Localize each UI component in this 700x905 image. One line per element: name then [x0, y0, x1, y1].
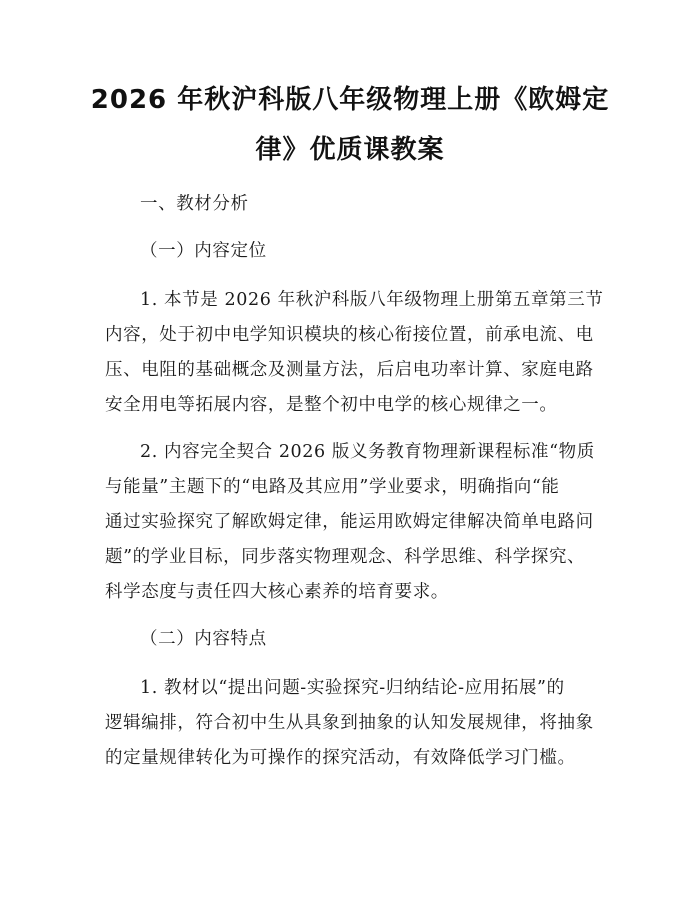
paragraph-line: 1. 教材以“提出问题-实验探究-归纳结论-应用拓展”的 — [140, 678, 565, 698]
paragraph-line: 通过实验探究了解欧姆定律，能运用欧姆定律解决简单电路问 — [105, 512, 594, 532]
paragraph-line: 的定量规律转化为可操作的探究活动，有效降低学习门槛。 — [105, 748, 576, 768]
document-title-line-2: 律》优质课教案 — [255, 135, 445, 165]
paragraph-line: 与能量”主题下的“电路及其应用”学业要求，明确指向“能 — [105, 477, 560, 497]
subsection-heading-content-features: （二）内容特点 — [140, 629, 267, 649]
document-title-line-1: 2026 年秋沪科版八年级物理上册《欧姆定 — [90, 85, 610, 115]
paragraph-line: 1. 本节是 2026 年秋沪科版八年级物理上册第五章第三节 — [140, 290, 604, 310]
subsection-heading-content-positioning: （一）内容定位 — [140, 241, 267, 261]
paragraph-line: 内容，处于初中电学知识模块的核心衔接位置，前承电流、电 — [105, 325, 594, 345]
paragraph-line: 题”的学业目标，同步落实物理观念、科学思维、科学探究、 — [105, 547, 586, 567]
paragraph-line: 2. 内容完全契合 2026 版义务教育物理新课程标准“物质 — [140, 442, 595, 462]
paragraph-line: 科学态度与责任四大核心素养的培育要求。 — [105, 582, 449, 602]
paragraph-line: 逻辑编排，符合初中生从具象到抽象的认知发展规律，将抽象 — [105, 713, 594, 733]
paragraph-line: 压、电阻的基础概念及测量方法，后启电功率计算、家庭电路 — [105, 360, 594, 380]
section-heading-textbook-analysis: 一、教材分析 — [140, 194, 249, 214]
paragraph-line: 安全用电等拓展内容，是整个初中电学的核心规律之一。 — [105, 395, 558, 415]
